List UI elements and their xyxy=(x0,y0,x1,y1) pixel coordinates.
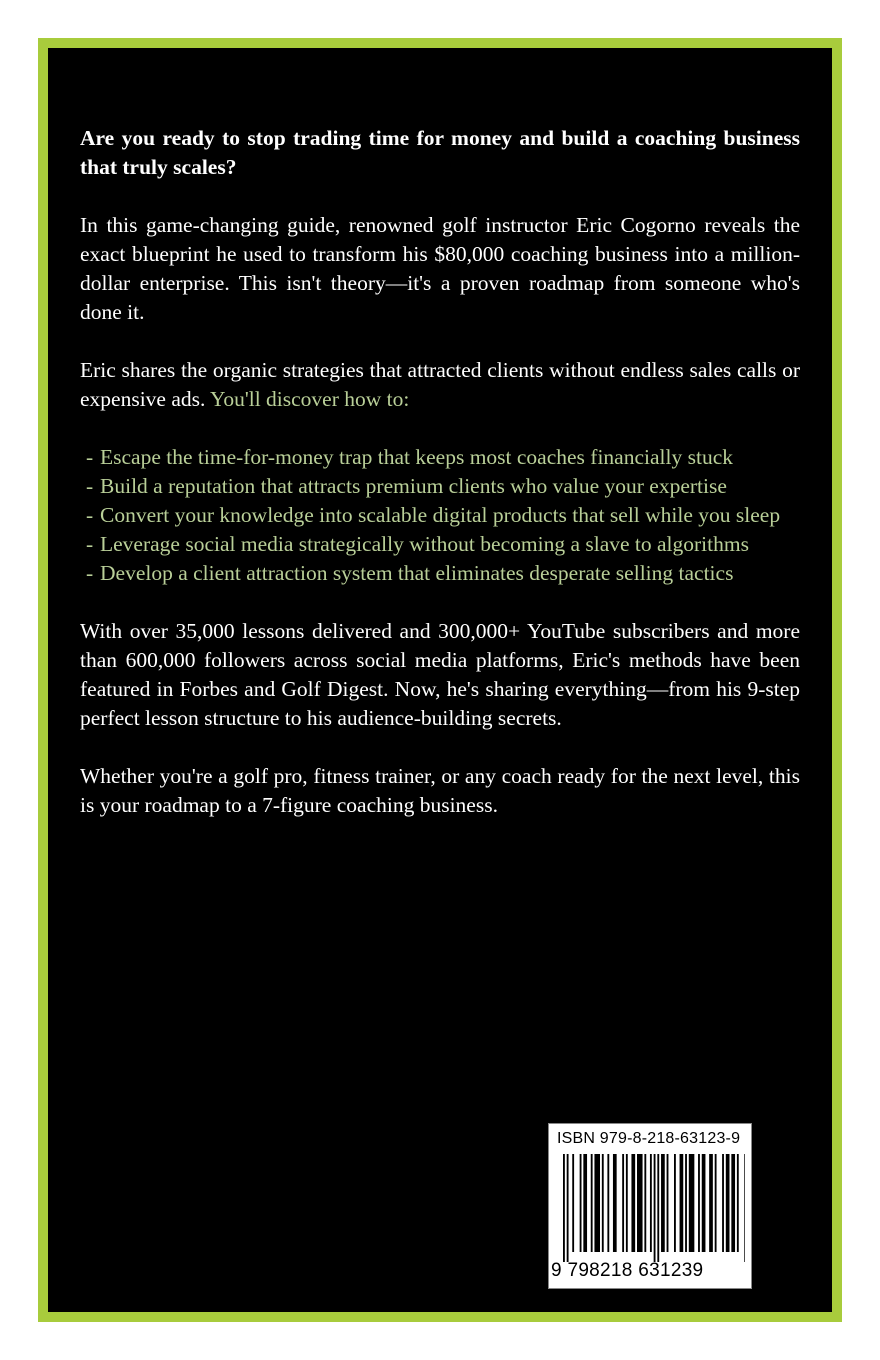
barcode-bar xyxy=(744,1154,745,1262)
barcode-bar xyxy=(580,1154,582,1252)
intro-paragraph: In this game-changing guide, renowned golf instructor Eric Cogorno reveals the exact blueprint he used to transform his $80,000 coaching business into a million-dollar enterprise. This isn't theory—it's a proven roadmap from someone who's done it. xyxy=(80,213,800,324)
bullet-text: Build a reputation that attracts premium clients who value your expertise xyxy=(100,474,727,498)
barcode-bar xyxy=(631,1154,635,1252)
bullet-text: Convert your knowledge into scalable digital products that sell while you sleep xyxy=(100,503,781,527)
strategies-paragraph xyxy=(80,356,800,414)
bullet-text: Leverage social media strategically without becoming a slave to algorithms xyxy=(100,532,749,556)
barcode-bar xyxy=(698,1154,700,1252)
barcode-bar xyxy=(667,1154,669,1252)
barcode-bar xyxy=(594,1154,600,1252)
barcode-bar xyxy=(674,1154,676,1252)
bullet-text: Develop a client attraction system that eliminates desperate selling tactics xyxy=(100,561,734,585)
barcode-bar xyxy=(731,1154,735,1252)
isbn-label: ISBN 979-8-218-63123-9 xyxy=(557,1130,741,1147)
isbn-digits: 9 798218 631239 xyxy=(551,1260,704,1281)
bullet-item: - Escape the time-for-money trap that keeps most coaches financially stuck xyxy=(86,445,733,469)
strategies-text: Eric shares the organic strategies that attracted clients without endless sales calls or expensive ads. xyxy=(80,358,800,411)
barcode-bar xyxy=(715,1154,717,1252)
barcode-bar xyxy=(650,1154,652,1252)
barcode-bars xyxy=(555,1154,745,1262)
barcode-bar xyxy=(709,1154,713,1252)
barcode-bar xyxy=(637,1154,643,1252)
barcode-bar xyxy=(654,1154,656,1262)
barcode-bar xyxy=(583,1154,587,1252)
barcode-bar xyxy=(661,1154,665,1252)
closing-paragraph: Whether you're a golf pro, fitness trainer, or any coach ready for the next level, this is your roadmap to a 7-figure coaching business. xyxy=(80,764,800,817)
bullet-item: - Build a reputation that attracts premium clients who value your expertise xyxy=(86,474,727,498)
barcode-bar xyxy=(722,1154,724,1252)
headline: Are you ready to stop trading time for money and build a coaching business that truly scales? xyxy=(80,126,800,179)
isbn-barcode xyxy=(548,1123,752,1289)
barcode-bar xyxy=(563,1154,565,1262)
barcode-bar xyxy=(572,1154,574,1252)
barcode-bar xyxy=(685,1154,687,1252)
barcode-bar xyxy=(602,1154,604,1252)
bullet-item: - Convert your knowledge into scalable digital products that sell while you sleep xyxy=(86,503,781,527)
barcode-bar xyxy=(567,1154,569,1262)
barcode-bar xyxy=(657,1154,659,1262)
barcode-bar xyxy=(702,1154,706,1252)
bullet-item: - Leverage social media strategically without becoming a slave to algorithms xyxy=(86,532,749,556)
barcode-bar xyxy=(726,1154,730,1252)
credentials-paragraph: With over 35,000 lessons delivered and 300,000+ YouTube subscribers and more than 600,000 followers across social media platforms, Eric's methods have been featured in Forbes and Golf Digest. Now, he's sharing everything—from his 9-step perfect lesson structure to his audience-building secrets. xyxy=(80,619,800,730)
barcode-bar xyxy=(644,1154,646,1252)
bullet-text: Escape the time-for-money trap that keeps most coaches financially stuck xyxy=(100,445,733,469)
barcode-bar xyxy=(626,1154,628,1252)
barcode-bar xyxy=(613,1154,617,1252)
barcode-bar xyxy=(689,1154,695,1252)
bullet-item: - Develop a client attraction system that eliminates desperate selling tactics xyxy=(86,561,734,585)
barcode-bar xyxy=(737,1154,739,1252)
barcode-bar xyxy=(607,1154,609,1252)
barcode-bar xyxy=(591,1154,593,1252)
discover-text: You'll discover how to: xyxy=(209,387,410,411)
blurb xyxy=(80,124,800,820)
barcode-bar xyxy=(622,1154,624,1252)
bullet-list xyxy=(80,443,800,588)
barcode-bar xyxy=(680,1154,684,1252)
